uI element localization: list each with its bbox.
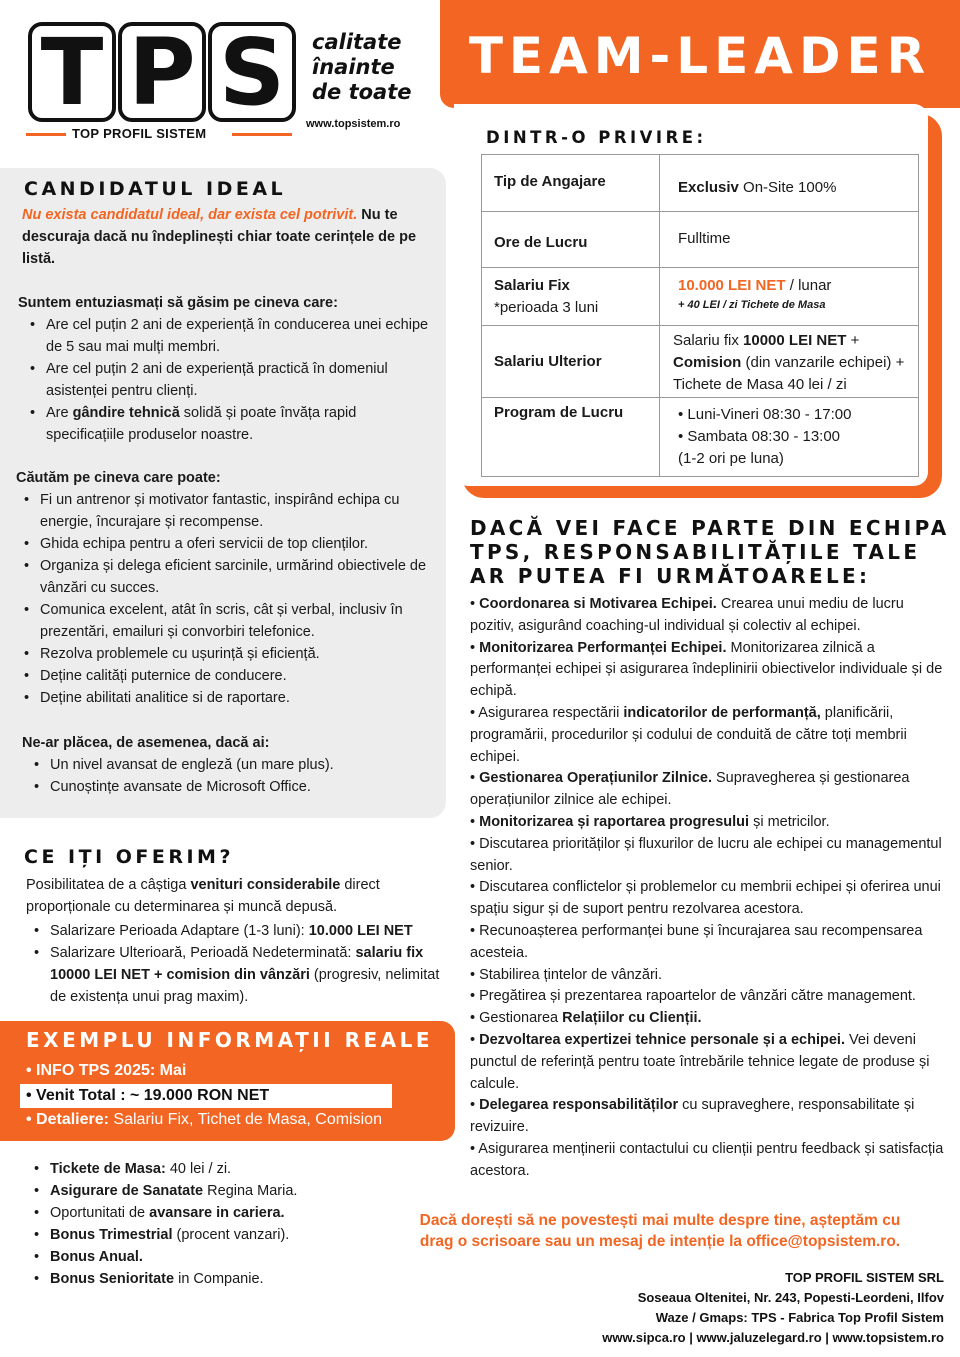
logo-letter-p: P (118, 22, 206, 122)
list-item: • Salarizare Perioada Adaptare (1-3 luni): 10.000 LEI NET (26, 920, 446, 942)
list-item: • Are cel puțin 2 ani de experiență practică în domeniul asistenței pentru clienți. (22, 358, 438, 402)
list-item: • Oportunitati de avansare in cariera. (26, 1202, 386, 1224)
page-title: TEAM-LEADER (468, 27, 932, 85)
logo-letter-t: T (28, 22, 116, 122)
list-item: • Recunoașterea performanței bune și încurajarea sau recompensarea acesteia. (470, 922, 923, 961)
list-item: • Asigurarea menținerii contactului cu clienții pentru feedback și satisfacția acestora. (470, 1140, 944, 1179)
list-item: • Ghida echipa pentru a oferi servicii de top clienților. (16, 533, 438, 555)
offer-intro: Posibilitatea de a câștiga venituri considerabile direct proporționale cu determinarea și muncă depusă. (26, 877, 380, 915)
list-item: • Dezvoltarea expertizei tehnice personale și a echipei. Vei deveni punctul de referință pentru toate întrebările tehnice legate de produse și calcule. (470, 1031, 930, 1092)
list-item: • Bonus Anual. (26, 1246, 386, 1268)
example-info-line: • INFO TPS 2025: Mai (26, 1062, 187, 1079)
list-item: • Pregătirea și prezentarea rapoartelor de vânzări către management. (470, 988, 916, 1005)
responsibilities-title: DACĂ VEI FACE PARTE DIN ECHIPA TPS, RESPONSABILITĂȚILE TALE AR PUTEA FI URMĂTOARELE: (470, 516, 950, 588)
list-item: • Are gândire tehnică solidă și poate învăța rapid specificațiile produselor noastre. (22, 402, 438, 446)
logo-divider (232, 133, 292, 136)
fixed-salary-label: Salariu Fix *perioada 3 luni (482, 268, 660, 326)
list-item: • Organiza și delega eficient sarcinile, urmărind obiectivele de vânzări cu succes. (16, 555, 438, 599)
glance-title: DINTR-O PRIVIRE: (486, 128, 707, 147)
list-item: • Gestionarea Operațiunilor Zilnice. Supravegherea și gestionarea operațiunilor zilnice ale echipei. (470, 770, 910, 809)
list-item: • Asigurare de Sanatate Regina Maria. (26, 1180, 386, 1202)
list-item: • Fi un antrenor și motivator fantastic, inspirând echipa cu energie, încurajare și recompense. (16, 489, 438, 533)
benefits-list (26, 1158, 386, 1290)
ideal-group-2 (16, 467, 438, 709)
later-salary-value: Salariu fix 10000 LEI NET + Comision (din vanzarile echipei) + Tichete de Masa 40 lei / zi (660, 326, 919, 398)
footer-company: TOP PROFIL SISTEM SRL (785, 1270, 944, 1285)
list-item: • Deține abilitati analitice si de raportare. (16, 687, 438, 709)
example-title: EXEMPLU INFORMAȚII REALE (26, 1028, 434, 1052)
logo-letter-s: S (208, 22, 296, 122)
table-row (482, 212, 919, 268)
logo-company-name: TOP PROFIL SISTEM (72, 126, 207, 141)
logo-website[interactable]: www.topsistem.ro (306, 118, 401, 130)
list-item: • Gestionarea Relațiilor cu Clienții. (470, 1010, 702, 1027)
list-item: • Rezolva problemele cu ușurință și eficiență. (16, 643, 438, 665)
list-item: • Monitorizarea și raportarea progresului și metricilor. (470, 813, 830, 830)
list-item: • Are cel puțin 2 ani de experiență în conducerea unei echipe de 5 sau mai mulți membri. (22, 314, 438, 358)
contact-email-line[interactable]: drag o scrisoare sau un mesaj de intenție la office@topsistem.ro. (419, 1233, 901, 1250)
list-item: • Delegarea responsabilităților cu supraveghere, responsabilitate și revizuire. (470, 1097, 915, 1136)
list-item: • Stabilirea țintelor de vânzări. (470, 966, 663, 983)
list-item: • Comunica excelent, atât în scris, cât și verbal, inclusiv în prezentări, emailuri și convorbiri telefonice. (16, 599, 438, 643)
list-item: • Asigurarea respectării indicatorilor de performanță, planificării, programării, procedurilor și codului de conduită de către toți membrii echipei. (470, 704, 907, 765)
footer-address: Soseaua Oltenitei, Nr. 243, Popesti-Leordeni, Ilfov (637, 1290, 944, 1305)
table-row (482, 398, 919, 477)
list-item: • Un nivel avansat de engleză (un mare plus). (26, 754, 438, 776)
footer-websites[interactable]: www.sipca.ro | www.jaluzelegard.ro | www.topsistem.ro (602, 1330, 944, 1345)
ideal-candidate-title: CANDIDATUL IDEAL (24, 178, 287, 200)
list-item: • Coordonarea si Motivarea Echipei. Crearea unui mediu de lucru pozitiv, asigurând coaching-ul individual și colectiv al echipei. (470, 596, 904, 634)
offer-section (26, 874, 446, 1008)
list-item: • Deține calități puternice de conducere. (16, 665, 438, 687)
glance-table (481, 154, 919, 477)
ideal-candidate-intro: Nu exista candidatul ideal, dar exista cel potrivit. Nu te descuraja dacă nu îndeplinești chiar toate cerințele de pe listă. (22, 207, 417, 267)
group-label: Căutăm pe cineva care poate: (16, 470, 221, 486)
group-label: Suntem entuziasmați să găsim pe cineva care: (18, 295, 338, 311)
work-schedule-value: • Luni-Vineri 08:30 - 17:00 • Sambata 08:30 - 13:00 (1-2 ori pe luna) (660, 398, 919, 477)
offer-title: CE IȚI OFERIM? (24, 846, 234, 868)
later-salary-label: Salariu Ulterior (482, 326, 660, 398)
employment-type-value: Exclusiv On-Site 100% (660, 155, 919, 212)
work-schedule-label: Program de Lucru (482, 398, 660, 477)
work-hours-label: Ore de Lucru (482, 212, 660, 268)
employment-type-label: Tip de Angajare (482, 155, 660, 212)
list-item: • Discutarea priorităților și fluxurilor de lucru ale echipei cu managementul senior. (470, 835, 942, 874)
group-label: Ne-ar plăcea, de asemenea, dacă ai: (22, 735, 270, 751)
company-footer (500, 1268, 944, 1348)
example-total-income: • Venit Total : ~ 19.000 RON NET (26, 1087, 270, 1104)
list-item: • Bonus Senioritate in Companie. (26, 1268, 386, 1290)
list-item: • Cunoștințe avansate de Microsoft Office. (26, 776, 438, 798)
example-details: • Detaliere: Salariu Fix, Tichet de Masa, Comision (26, 1111, 382, 1128)
work-hours-value: Fulltime (660, 212, 919, 268)
list-item: • Salarizare Ulterioară, Perioadă Nedeterminată: salariu fix 10000 LEI NET + comision din vânzări (progresiv, nelimitat de existența unui prag maxim). (26, 942, 446, 1008)
list-item: • Bonus Trimestrial (procent vanzari). (26, 1224, 386, 1246)
list-item: • Tickete de Masa: 40 lei / zi. (26, 1158, 386, 1180)
logo-tagline: calitate înainte de toate (312, 30, 412, 104)
table-row (482, 155, 919, 212)
ideal-group-1 (18, 292, 438, 446)
responsibilities-list (470, 594, 948, 1183)
ideal-group-3 (22, 732, 438, 798)
table-row (482, 326, 919, 398)
footer-navigation: Waze / Gmaps: TPS - Fabrica Top Profil Sistem (655, 1310, 944, 1325)
list-item: • Discutarea conflictelor și problemelor cu membrii echipei și oferirea unui spațiu sigur și de suport pentru rezolvarea acestora. (470, 879, 941, 918)
fixed-salary-value: 10.000 LEI NET / lunar + 40 LEI / zi Tichete de Masa (660, 268, 919, 326)
table-row (482, 268, 919, 326)
contact-call-to-action: Dacă dorești să ne povestești mai multe despre tine, așteptăm cu drag o scrisoare sau un mesaj de intenție la office@topsistem.ro. (360, 1210, 960, 1252)
list-item: • Monitorizarea Performanței Echipei. Monitorizarea zilnică a performanței echipei și asigurarea îndeplinirii obiectivelor individuale și de echipă. (470, 639, 943, 700)
logo-divider (26, 133, 66, 136)
